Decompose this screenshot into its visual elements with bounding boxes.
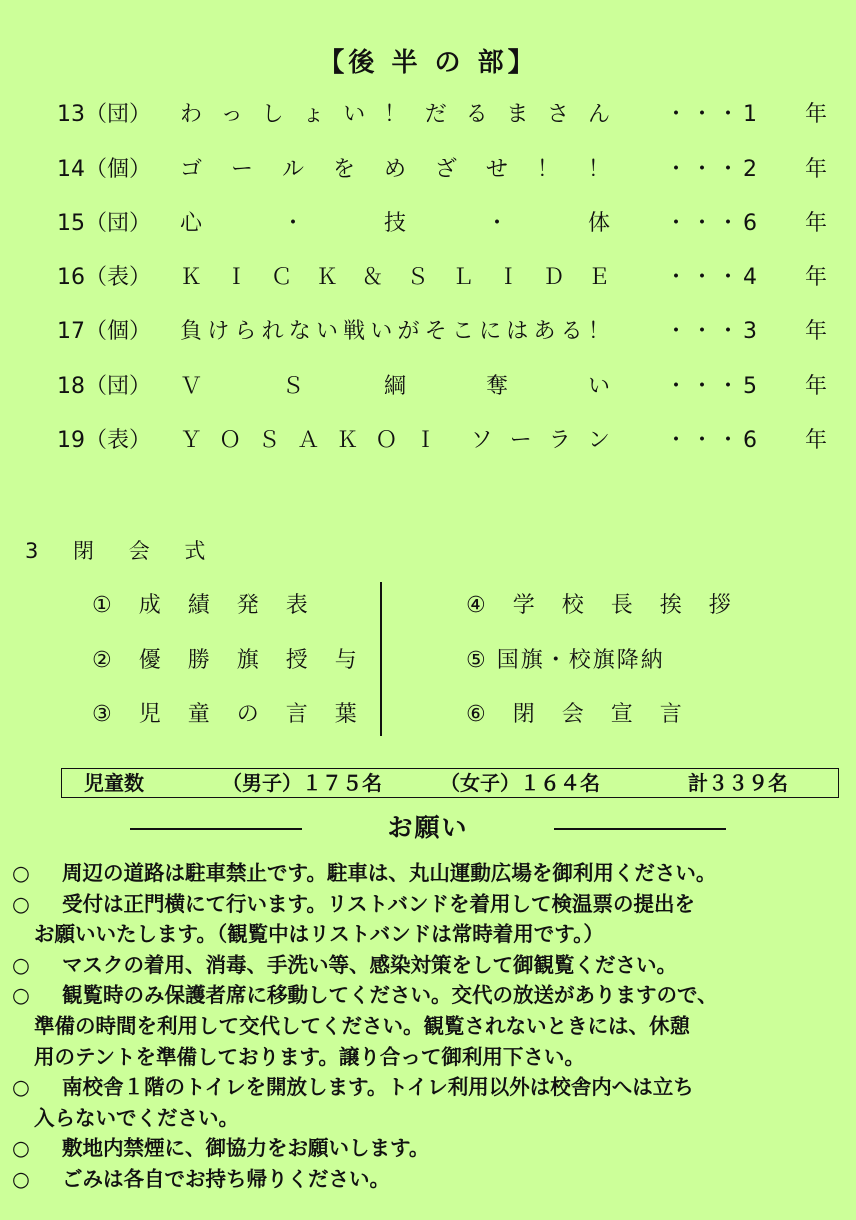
program-grade: ・・・6 <box>665 428 761 453</box>
program-name-char: せ <box>485 157 508 182</box>
program-name-char: を <box>332 157 355 182</box>
request-text-line: マスクの着用、消毒、手洗い等、感染対策をして御観覧ください。 <box>62 952 677 977</box>
program-number: 13（団） <box>57 102 151 127</box>
request-text-line: 受付は正門横にて行います。リストバンドを着用して検温票の提出を <box>62 891 696 916</box>
request-text-line: 観覧時のみ保護者席に移動してください。交代の放送がありますので、 <box>62 983 718 1008</box>
bullet-circle-icon: ○ <box>12 983 30 1008</box>
program-number: 17（個） <box>57 319 151 344</box>
program-name-char: け <box>207 319 230 344</box>
program-name-char: な <box>288 319 311 344</box>
program-row <box>0 421 856 461</box>
program-name-char: ら <box>234 319 257 344</box>
program-name <box>180 421 610 461</box>
program-name-char: Ｉ <box>497 265 520 290</box>
bullet-circle-icon: ○ <box>12 1166 30 1191</box>
program-name-char: ＆ <box>361 265 384 290</box>
closing-item: ⑥ 閉 会 宣 言 <box>466 702 692 727</box>
program-name-char: ざ <box>434 157 457 182</box>
program-name-char: さ <box>547 102 570 127</box>
count-boys: （男子）１７５名 <box>222 771 382 795</box>
program-number: 16（表） <box>57 265 151 290</box>
program-name-char: Ｓ <box>258 428 281 453</box>
closing-item: ⑤ 国旗・校旗降納 <box>466 648 665 673</box>
program-name-char: れ <box>261 319 284 344</box>
program-name-char: Ｌ <box>451 265 474 290</box>
program-name-char: ・ <box>485 211 508 236</box>
program-name <box>180 367 610 407</box>
program-name-char: る <box>560 319 583 344</box>
request-item <box>10 950 850 981</box>
program-name-char: わ <box>180 102 203 127</box>
program-name-char: Ｄ <box>542 265 565 290</box>
count-label: 児童数 <box>84 771 144 795</box>
program-name-char: ！ <box>587 319 610 344</box>
program-name-char: 奪 <box>485 374 508 399</box>
program-grade-unit: 年 <box>805 211 828 236</box>
bullet-circle-icon: ○ <box>12 1136 30 1161</box>
bullet-circle-icon: ○ <box>12 952 30 977</box>
request-text-line: ごみは各自でお持ち帰りください。 <box>62 1166 390 1191</box>
header-rule-right <box>554 828 726 830</box>
program-grade: ・・・5 <box>665 374 761 399</box>
program-name-char: Ｙ <box>180 428 203 453</box>
program-name-char: 綱 <box>383 374 406 399</box>
program-number: 18（団） <box>57 374 151 399</box>
program-name-char: Ｃ <box>270 265 293 290</box>
request-text-line: 入らないでください。 <box>34 1105 239 1130</box>
program-name-char: Ｋ <box>336 428 359 453</box>
program-name-char: ル <box>281 157 304 182</box>
program-grade-unit: 年 <box>805 319 828 344</box>
page-title: 【後 半 の 部】 <box>318 48 538 78</box>
request-text-line: 周辺の道路は駐車禁止です。駐車は、丸山運動広場を御利用ください。 <box>62 861 717 885</box>
program-name-char: っ <box>220 102 243 127</box>
bullet-circle-icon: ○ <box>12 1075 30 1100</box>
program-name-char: が <box>397 319 420 344</box>
program-row <box>0 258 856 298</box>
program-row <box>0 204 856 244</box>
program-name-char: ソ <box>470 428 493 453</box>
program-name-char: 心 <box>180 211 203 236</box>
program-name-char: い <box>343 102 366 127</box>
request-item <box>10 1072 850 1133</box>
program-name-char: ！ <box>536 157 559 182</box>
program-name <box>180 95 610 135</box>
program-grade: ・・・3 <box>665 319 761 344</box>
program-name-char: 体 <box>587 211 610 236</box>
program-name-char: Ａ <box>297 428 320 453</box>
program-grade: ・・・6 <box>665 211 761 236</box>
program-grade-unit: 年 <box>805 374 828 399</box>
program-name-char: ン <box>587 428 610 453</box>
program-name <box>180 312 610 352</box>
program-name-char: ！ <box>587 157 610 182</box>
program-name-char: こ <box>451 319 474 344</box>
program-name-char: ラ <box>548 428 571 453</box>
program-name-char: し <box>261 102 284 127</box>
program-grade: ・・・4 <box>665 265 761 290</box>
program-name-char: Ｋ <box>180 265 203 290</box>
program-name-char: Ｏ <box>219 428 242 453</box>
program-grade-unit: 年 <box>805 157 828 182</box>
program-grade: ・・・2 <box>665 157 761 182</box>
program-name-char: い <box>370 319 393 344</box>
request-text-line: 準備の時間を利用して交代してください。観覧されないときには、休憩 <box>34 1013 690 1038</box>
closing-ceremony-heading: 3 閉 会 式 <box>25 539 220 563</box>
program-name-char: は <box>506 319 529 344</box>
program-name-char: ー <box>230 157 253 182</box>
bullet-circle-icon: ○ <box>12 891 30 916</box>
program-name-char: ま <box>506 102 529 127</box>
program-row <box>0 312 856 352</box>
program-name-char: め <box>383 157 406 182</box>
program-name-char: 戦 <box>343 319 366 344</box>
requests-list <box>10 858 850 1195</box>
requests-title: お願い <box>387 813 469 842</box>
program-name-char: い <box>587 374 610 399</box>
program-name <box>180 258 610 298</box>
program-name-char: Ｓ <box>281 374 304 399</box>
student-count-box <box>61 768 839 798</box>
program-name <box>180 204 610 244</box>
program-name-char: Ｉ <box>414 428 437 453</box>
program-row <box>0 367 856 407</box>
count-total: 計３３９名 <box>688 771 788 795</box>
request-text-line: お願いいたします。（観覧中はリストバンドは常時着用です。） <box>34 922 604 947</box>
program-name <box>180 150 610 190</box>
program-number: 19（表） <box>57 428 151 453</box>
program-name-char: い <box>315 319 338 344</box>
program-grade-unit: 年 <box>805 428 828 453</box>
program-name-char: ゴ <box>180 157 203 182</box>
closing-item: ④ 学 校 長 挨 拶 <box>466 593 741 618</box>
program-name-char: Ｓ <box>406 265 429 290</box>
program-name-char: ん <box>587 102 610 127</box>
request-item <box>10 980 850 1072</box>
program-name-char: Ｖ <box>180 374 203 399</box>
program-name-char: あ <box>533 319 556 344</box>
program-grade-unit: 年 <box>805 265 828 290</box>
request-item <box>10 858 850 889</box>
request-item <box>10 889 850 950</box>
program-name-char: に <box>479 319 502 344</box>
program-number: 15（団） <box>57 211 151 236</box>
program-name-char: だ <box>424 102 447 127</box>
program-name-char: Ｉ <box>225 265 248 290</box>
program-row <box>0 95 856 135</box>
program-name-char: ・ <box>281 211 304 236</box>
program-name-char: Ｏ <box>375 428 398 453</box>
closing-divider <box>380 582 382 736</box>
program-grade-unit: 年 <box>805 102 828 127</box>
program-name-char: ！ <box>383 102 406 127</box>
closing-item: ③ 児 童 の 言 葉 <box>92 702 367 727</box>
program-row <box>0 150 856 190</box>
request-item <box>10 1133 850 1164</box>
program-name-char: る <box>465 102 488 127</box>
program-name-char: ー <box>509 428 532 453</box>
closing-item: ① 成 績 発 表 <box>92 593 318 618</box>
bullet-circle-icon: ○ <box>12 861 30 885</box>
program-number: 14（個） <box>57 157 151 182</box>
request-item <box>10 1164 850 1195</box>
closing-item: ② 優 勝 旗 授 与 <box>92 648 367 673</box>
count-girls: （女子）１６４名 <box>440 771 600 795</box>
program-name-char: 負 <box>180 319 203 344</box>
requests-header <box>0 808 856 848</box>
program-grade: ・・・1 <box>665 102 761 127</box>
program-name-char: Ｅ <box>587 265 610 290</box>
program-name-char: 技 <box>383 211 406 236</box>
program-name-char: そ <box>424 319 447 344</box>
request-text-line: 敷地内禁煙に、御協力をお願いします。 <box>62 1136 430 1161</box>
program-name-char: ょ <box>302 102 325 127</box>
request-text-line: 用のテントを準備しております。譲り合って御利用下さい。 <box>34 1044 585 1069</box>
request-text-line: 南校舎１階のトイレを開放します。トイレ利用以外は校舎内へは立ち <box>62 1075 694 1100</box>
program-name-char: Ｋ <box>315 265 338 290</box>
